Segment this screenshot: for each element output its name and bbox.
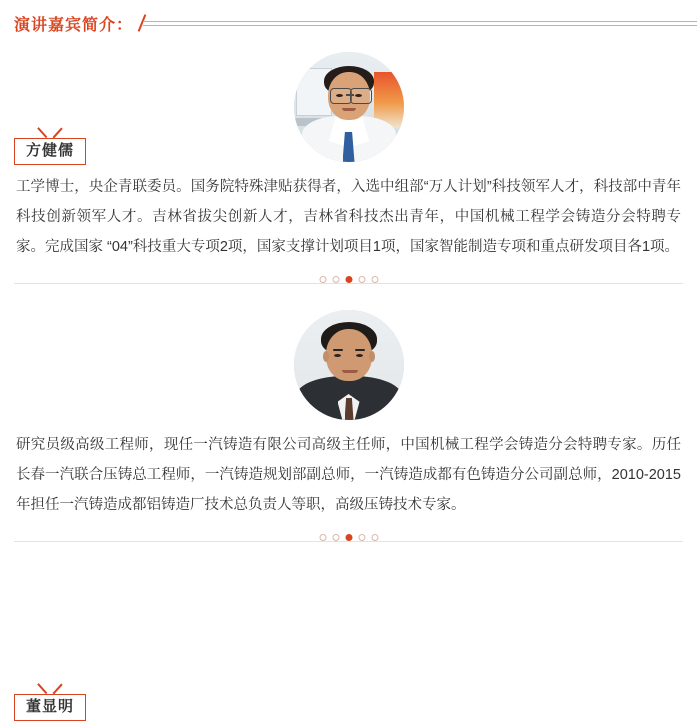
photo-ear-right [369,351,375,362]
guest-bio-1: 工学博士，央企青联委员。国务院特殊津贴获得者，入选中组部“万人计划”科技领军人才，科技部中青年科技创新领军人才。吉林省拔尖创新人才，吉林省科技杰出青年，中国机械工程学会铸造分会特聘专家。完成国家 “04”科技重大专项2项，国家支撑计划项目1项，国家智能制造专项和重点研发项目各1项。 [16,179,681,255]
divider-dots [311,276,386,283]
guest-name-1: 方健儒 [14,138,86,165]
portrait-photo-icon-2 [294,310,404,420]
name-tag-hanger-icon-2 [14,684,86,694]
page-header [0,8,697,38]
portrait-container-2 [14,310,683,420]
photo-mouth [342,370,358,373]
guest-bio-2: 研究员级高级工程师，现任一汽铸造有限公司高级主任师，中国机械工程学会铸造分会特聘专家。历任长春一汽联合压铸总工程师，一汽铸造规划部副总师，一汽铸造成都有色铸造分公司副总师，2010-2015年担任一汽铸造成都铝铸造厂技术总负责人等职，高级压铸技术专家。 [16,437,681,513]
photo-glasses-bridge [346,94,354,96]
photo-ear-left [323,351,329,362]
divider-dot-hollow [358,276,365,283]
section-divider-2 [14,528,683,554]
divider-line [14,541,683,542]
photo-brow-left [333,349,343,351]
photo-eye-left [336,94,343,97]
name-tag-1 [14,128,86,165]
portrait-container-1 [14,52,683,162]
slash-accent-icon [138,14,147,31]
guest-name-2: 董显明 [14,694,86,721]
divider-dot-hollow [332,276,339,283]
portrait-photo-icon-1 [294,52,404,162]
rule-line-bottom [143,25,697,26]
name-tag-hanger-icon-1 [14,128,86,138]
guest-block-2 [0,310,697,715]
divider-line [14,283,683,284]
divider-dot-hollow [371,276,378,283]
guest-intro-page [0,8,697,715]
divider-dots [311,534,386,541]
divider-dot-solid [345,534,352,541]
divider-dot-hollow [319,534,326,541]
guest-block-1 [0,52,697,262]
header-double-rule [143,18,697,28]
photo-face [326,329,372,381]
photo-mouth [342,108,356,111]
divider-dot-hollow [319,276,326,283]
photo-eye-right [356,354,363,357]
divider-dot-solid [345,276,352,283]
divider-dot-hollow [332,534,339,541]
page-title: 演讲嘉宾简介： [14,16,134,34]
photo-eye-left [334,354,341,357]
photo-brow-right [355,349,365,351]
photo-eye-right [355,94,362,97]
rule-line-top [143,21,697,22]
divider-dot-hollow [358,534,365,541]
section-divider-1 [14,270,683,296]
divider-dot-hollow [371,534,378,541]
name-tag-2 [14,684,86,721]
